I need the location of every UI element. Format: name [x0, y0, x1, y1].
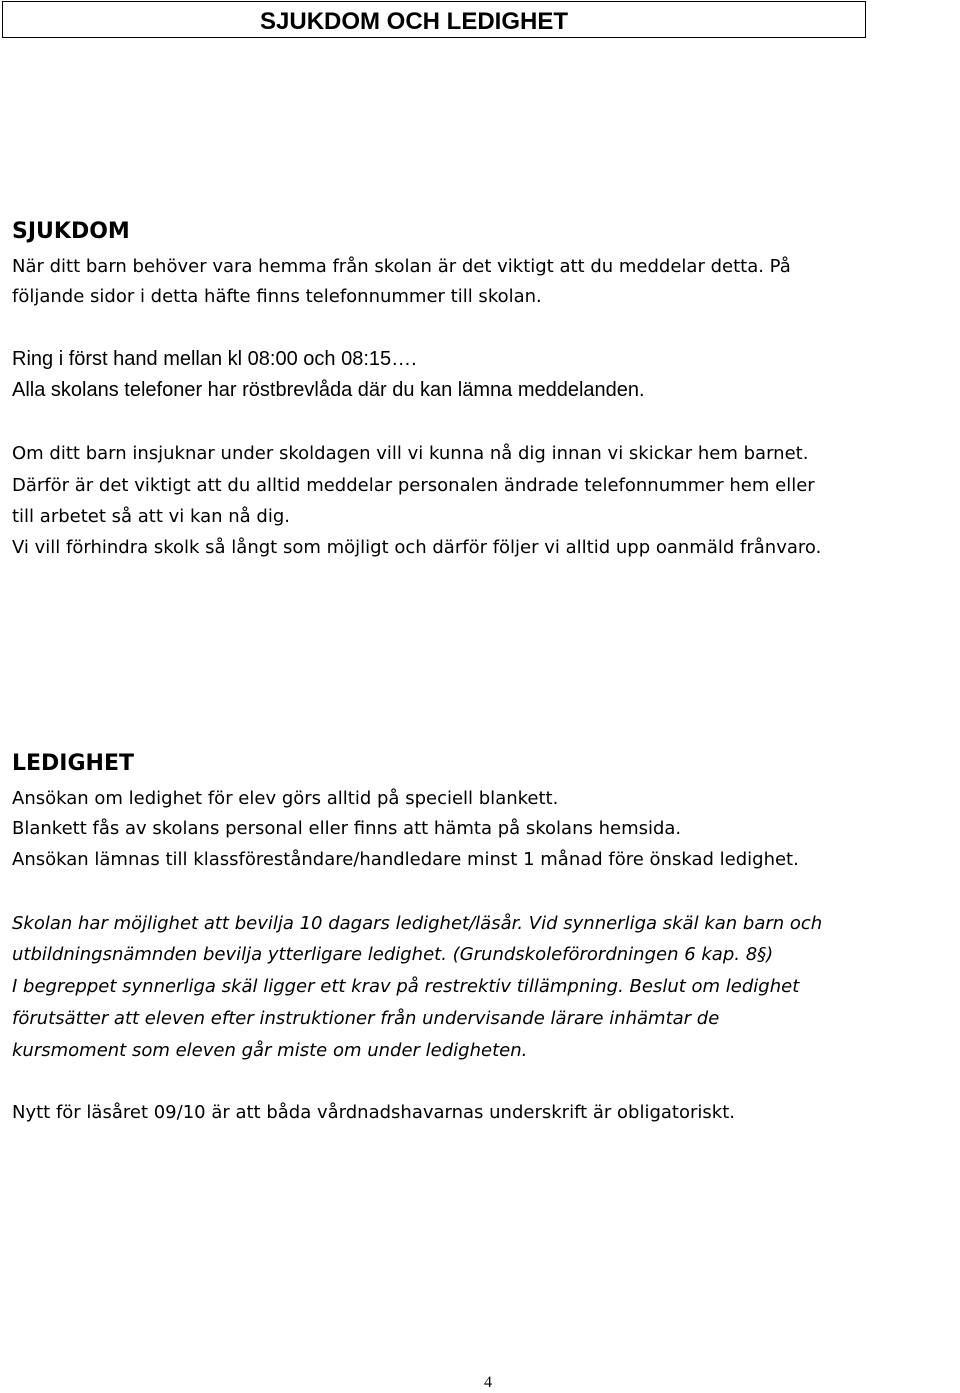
sjukdom-paragraph-line: När ditt barn behöver vara hemma från skolan är det viktigt att du meddelar detta. På [12, 256, 791, 277]
ledighet-rules-line: I begreppet synnerliga skäl ligger ett krav på restrektiv tillämpning. Beslut om ledighet [12, 976, 800, 997]
ledighet-paragraph-line: Ansökan lämnas till klassföreståndare/handledare minst 1 månad före önskad ledighet. [12, 849, 799, 870]
ledighet-rules-line: förutsätter att eleven efter instruktioner från undervisande lärare inhämtar de [12, 1008, 720, 1029]
ledighet-signature-note: Nytt för läsåret 09/10 är att båda vårdnadshavarnas underskrift är obligatoriskt. [12, 1102, 735, 1123]
sjukdom-paragraph-line: Om ditt barn insjuknar under skoldagen vill vi kunna nå dig innan vi skickar hem barnet. [12, 443, 809, 464]
title-box [2, 1, 866, 38]
page-number: 4 [484, 1374, 492, 1391]
ledighet-rules-line: Skolan har möjlighet att bevilja 10 dagars ledighet/läsår. Vid synnerliga skäl kan barn och [12, 913, 823, 934]
ledighet-rules-line: kursmoment som eleven går miste om under ledigheten. [12, 1040, 528, 1061]
document-title: SJUKDOM OCH LEDIGHET [260, 8, 569, 35]
ledighet-paragraph-line: Blankett fås av skolans personal eller finns att hämta på skolans hemsida. [12, 818, 682, 839]
sjukdom-call-time-line: Ring i först hand mellan kl 08:00 och 08:15…. [12, 348, 417, 370]
sjukdom-paragraph-line: till arbetet så att vi kan nå dig. [12, 506, 290, 527]
sjukdom-voicemail-line: Alla skolans telefoner har röstbrevlåda där du kan lämna meddelanden. [12, 379, 645, 401]
sjukdom-heading: SJUKDOM [12, 219, 130, 244]
ledighet-heading: LEDIGHET [12, 751, 134, 776]
sjukdom-paragraph-line: Vi vill förhindra skolk så långt som möjligt och därför följer vi alltid upp oanmäld frånvaro. [12, 537, 822, 558]
sjukdom-paragraph-line: följande sidor i detta häfte finns telefonnummer till skolan. [12, 286, 542, 307]
ledighet-paragraph-line: Ansökan om ledighet för elev görs alltid på speciell blankett. [12, 788, 559, 809]
sjukdom-paragraph-line: Därför är det viktigt att du alltid meddelar personalen ändrade telefonnummer hem eller [12, 475, 815, 496]
ledighet-rules-line: utbildningsnämnden bevilja ytterligare ledighet. (Grundskoleförordningen 6 kap. 8§) [12, 944, 774, 965]
